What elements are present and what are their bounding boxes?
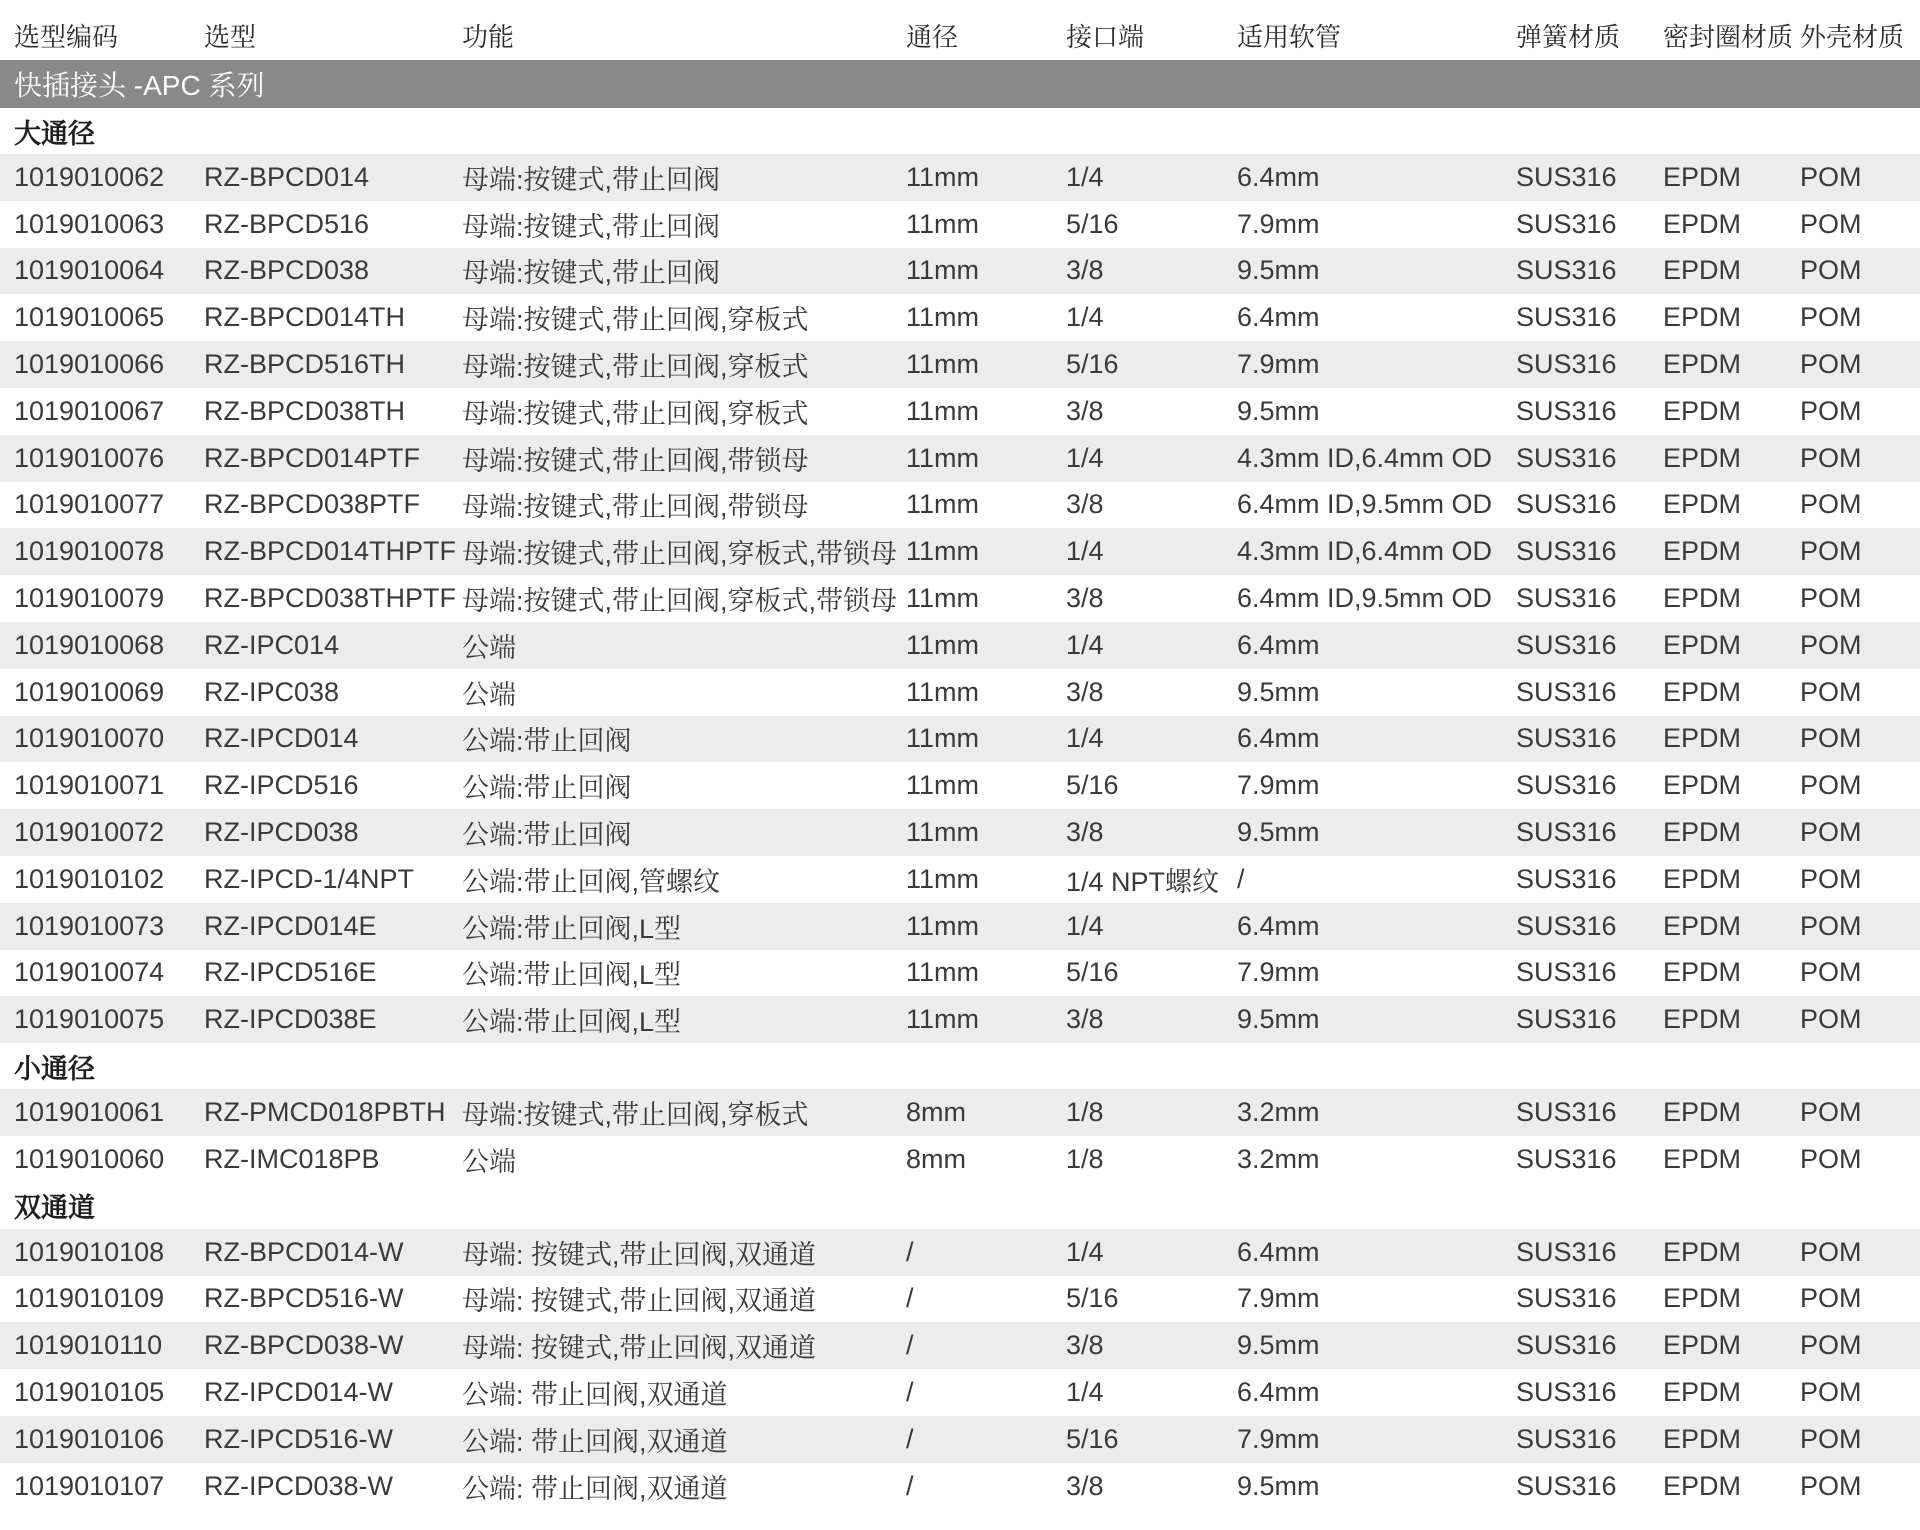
cell-model: RZ-BPCD014-W bbox=[204, 1236, 404, 1267]
cell-code: 1019010064 bbox=[14, 255, 165, 286]
cell-model: RZ-IPC014 bbox=[204, 629, 340, 660]
cell-shell: POM bbox=[1800, 770, 1862, 801]
cell-bore: 11mm bbox=[906, 302, 980, 333]
cell-model: RZ-BPCD038-W bbox=[204, 1330, 404, 1361]
cell-bore: 11mm bbox=[906, 957, 980, 988]
cell-function: 母端:按键式,带止回阀,穿板式 bbox=[462, 305, 809, 336]
cell-bore: 11mm bbox=[906, 489, 980, 520]
cell-bore: 11mm bbox=[906, 208, 980, 239]
cell-seal: EPDM bbox=[1663, 161, 1742, 192]
table-row bbox=[0, 248, 1920, 295]
cell-spring: SUS316 bbox=[1516, 1423, 1617, 1454]
header-port: 接口端 bbox=[1066, 22, 1145, 52]
cell-port: 5/16 bbox=[1066, 208, 1119, 239]
cell-function: 母端:按键式,带止回阀,穿板式 bbox=[462, 352, 809, 383]
cell-shell: POM bbox=[1800, 817, 1862, 848]
cell-code: 1019010061 bbox=[14, 1097, 165, 1128]
cell-hose: 9.5mm bbox=[1237, 1004, 1320, 1035]
cell-bore: 11mm bbox=[906, 583, 980, 614]
cell-spring: SUS316 bbox=[1516, 910, 1617, 941]
cell-seal: EPDM bbox=[1663, 442, 1742, 473]
cell-spring: SUS316 bbox=[1516, 676, 1617, 707]
cell-hose: 6.4mm ID,9.5mm OD bbox=[1237, 489, 1493, 520]
cell-shell: POM bbox=[1800, 395, 1862, 426]
cell-shell: POM bbox=[1800, 255, 1862, 286]
cell-code: 1019010074 bbox=[14, 957, 165, 988]
cell-function: 公端: 带止回阀,双通道 bbox=[462, 1380, 728, 1411]
cell-hose: 3.2mm bbox=[1237, 1097, 1320, 1128]
cell-port: 1/4 NPT螺纹 bbox=[1066, 866, 1220, 897]
cell-seal: EPDM bbox=[1663, 629, 1742, 660]
cell-seal: EPDM bbox=[1663, 863, 1742, 894]
cell-seal: EPDM bbox=[1663, 676, 1742, 707]
cell-code: 1019010077 bbox=[14, 489, 165, 520]
cell-hose: 7.9mm bbox=[1237, 957, 1320, 988]
cell-spring: SUS316 bbox=[1516, 395, 1617, 426]
cell-port: 1/8 bbox=[1066, 1097, 1104, 1128]
cell-seal: EPDM bbox=[1663, 255, 1742, 286]
cell-model: RZ-IPC038 bbox=[204, 676, 340, 707]
cell-shell: POM bbox=[1800, 489, 1862, 520]
cell-bore: 11mm bbox=[906, 863, 980, 894]
table-row bbox=[0, 950, 1920, 997]
cell-model: RZ-IPCD516E bbox=[204, 957, 377, 988]
cell-function: 公端: 带止回阀,双通道 bbox=[462, 1426, 728, 1457]
cell-shell: POM bbox=[1800, 910, 1862, 941]
table-row bbox=[0, 856, 1920, 903]
cell-code: 1019010067 bbox=[14, 395, 165, 426]
cell-spring: SUS316 bbox=[1516, 817, 1617, 848]
cell-shell: POM bbox=[1800, 208, 1862, 239]
section-header bbox=[0, 1183, 1920, 1229]
cell-shell: POM bbox=[1800, 1236, 1862, 1267]
cell-model: RZ-BPCD014THPTF bbox=[204, 536, 457, 567]
section-title: 小通径 bbox=[14, 1053, 95, 1084]
header-hose: 适用软管 bbox=[1237, 22, 1342, 52]
cell-seal: EPDM bbox=[1663, 1377, 1742, 1408]
cell-code: 1019010069 bbox=[14, 676, 165, 707]
cell-function: 母端:按键式,带止回阀 bbox=[462, 164, 721, 195]
cell-hose: 9.5mm bbox=[1237, 255, 1320, 286]
table-row bbox=[0, 809, 1920, 856]
table-row bbox=[0, 622, 1920, 669]
table-row bbox=[0, 294, 1920, 341]
cell-hose: 7.9mm bbox=[1237, 349, 1320, 380]
cell-bore: / bbox=[906, 1423, 914, 1454]
cell-shell: POM bbox=[1800, 583, 1862, 614]
cell-code: 1019010076 bbox=[14, 442, 165, 473]
cell-bore: 11mm bbox=[906, 536, 980, 567]
cell-model: RZ-IPCD038 bbox=[204, 817, 359, 848]
cell-model: RZ-IPCD516 bbox=[204, 770, 359, 801]
cell-code: 1019010110 bbox=[14, 1330, 163, 1361]
table-header bbox=[0, 0, 1920, 60]
cell-shell: POM bbox=[1800, 1377, 1862, 1408]
cell-hose: 7.9mm bbox=[1237, 208, 1320, 239]
cell-seal: EPDM bbox=[1663, 349, 1742, 380]
cell-seal: EPDM bbox=[1663, 1470, 1742, 1501]
cell-shell: POM bbox=[1800, 349, 1862, 380]
table-row bbox=[0, 154, 1920, 201]
cell-seal: EPDM bbox=[1663, 817, 1742, 848]
cell-hose: 9.5mm bbox=[1237, 676, 1320, 707]
cell-spring: SUS316 bbox=[1516, 723, 1617, 754]
table-row bbox=[0, 341, 1920, 388]
table-row bbox=[0, 669, 1920, 716]
cell-port: 3/8 bbox=[1066, 1470, 1104, 1501]
cell-port: 5/16 bbox=[1066, 770, 1119, 801]
cell-hose: 6.4mm bbox=[1237, 910, 1320, 941]
table-row bbox=[0, 575, 1920, 622]
cell-bore: 11mm bbox=[906, 1004, 980, 1035]
cell-shell: POM bbox=[1800, 536, 1862, 567]
cell-shell: POM bbox=[1800, 1330, 1862, 1361]
cell-model: RZ-BPCD516-W bbox=[204, 1283, 404, 1314]
cell-spring: SUS316 bbox=[1516, 1283, 1617, 1314]
header-shell: 外壳材质 bbox=[1800, 22, 1905, 52]
cell-function: 公端: 带止回阀,双通道 bbox=[462, 1473, 728, 1504]
cell-bore: 11mm bbox=[906, 723, 980, 754]
table-row bbox=[0, 1276, 1920, 1323]
cell-port: 5/16 bbox=[1066, 1423, 1119, 1454]
cell-seal: EPDM bbox=[1663, 1283, 1742, 1314]
series-banner bbox=[0, 60, 1920, 108]
cell-spring: SUS316 bbox=[1516, 1470, 1617, 1501]
table-row bbox=[0, 528, 1920, 575]
cell-port: 3/8 bbox=[1066, 1330, 1104, 1361]
cell-hose: 6.4mm bbox=[1237, 723, 1320, 754]
cell-seal: EPDM bbox=[1663, 1143, 1742, 1174]
cell-bore: 11mm bbox=[906, 770, 980, 801]
cell-code: 1019010102 bbox=[14, 863, 165, 894]
cell-seal: EPDM bbox=[1663, 770, 1742, 801]
cell-function: 母端: 按键式,带止回阀,双通道 bbox=[462, 1333, 817, 1364]
cell-spring: SUS316 bbox=[1516, 349, 1617, 380]
cell-function: 公端:带止回阀 bbox=[462, 820, 632, 851]
cell-function: 公端:带止回阀,L型 bbox=[462, 1007, 682, 1038]
cell-bore: / bbox=[906, 1283, 914, 1314]
cell-model: RZ-BPCD038 bbox=[204, 255, 370, 286]
cell-model: RZ-IMC018PB bbox=[204, 1143, 380, 1174]
cell-function: 公端:带止回阀 bbox=[462, 773, 632, 804]
cell-code: 1019010109 bbox=[14, 1283, 165, 1314]
cell-seal: EPDM bbox=[1663, 910, 1742, 941]
cell-shell: POM bbox=[1800, 863, 1862, 894]
cell-code: 1019010075 bbox=[14, 1004, 165, 1035]
cell-shell: POM bbox=[1800, 1470, 1862, 1501]
cell-function: 公端 bbox=[462, 632, 516, 663]
cell-port: 5/16 bbox=[1066, 349, 1119, 380]
cell-code: 1019010070 bbox=[14, 723, 165, 754]
cell-model: RZ-BPCD516 bbox=[204, 208, 370, 239]
cell-spring: SUS316 bbox=[1516, 629, 1617, 660]
cell-seal: EPDM bbox=[1663, 1330, 1742, 1361]
cell-spring: SUS316 bbox=[1516, 255, 1617, 286]
cell-spring: SUS316 bbox=[1516, 863, 1617, 894]
cell-function: 母端:按键式,带止回阀,带锁母 bbox=[462, 445, 809, 476]
cell-function: 公端:带止回阀 bbox=[462, 726, 632, 757]
cell-code: 1019010105 bbox=[14, 1377, 165, 1408]
cell-seal: EPDM bbox=[1663, 957, 1742, 988]
cell-model: RZ-BPCD038TH bbox=[204, 395, 406, 426]
header-bore: 通径 bbox=[906, 22, 959, 52]
cell-seal: EPDM bbox=[1663, 208, 1742, 239]
cell-code: 1019010066 bbox=[14, 349, 165, 380]
cell-model: RZ-IPCD-1/4NPT bbox=[204, 863, 415, 894]
cell-spring: SUS316 bbox=[1516, 1377, 1617, 1408]
cell-bore: 8mm bbox=[906, 1143, 966, 1174]
cell-model: RZ-IPCD014-W bbox=[204, 1377, 394, 1408]
cell-function: 公端:带止回阀,管螺纹 bbox=[462, 866, 721, 897]
cell-spring: SUS316 bbox=[1516, 1004, 1617, 1035]
cell-code: 1019010072 bbox=[14, 817, 165, 848]
series-title: 快插接头 -APC 系列 bbox=[14, 70, 265, 101]
cell-bore: / bbox=[906, 1470, 914, 1501]
cell-port: 5/16 bbox=[1066, 957, 1119, 988]
cell-function: 公端 bbox=[462, 1146, 516, 1177]
table-row bbox=[0, 903, 1920, 950]
cell-hose: 9.5mm bbox=[1237, 817, 1320, 848]
cell-port: 3/8 bbox=[1066, 255, 1104, 286]
table-row bbox=[0, 1416, 1920, 1463]
cell-function: 母端:按键式,带止回阀 bbox=[462, 258, 721, 289]
table-row bbox=[0, 201, 1920, 248]
header-seal: 密封圈材质 bbox=[1663, 22, 1794, 52]
cell-port: 1/4 bbox=[1066, 161, 1104, 192]
table-row bbox=[0, 996, 1920, 1043]
table-row bbox=[0, 1136, 1920, 1183]
table-row bbox=[0, 435, 1920, 482]
cell-port: 3/8 bbox=[1066, 1004, 1104, 1035]
cell-port: 1/8 bbox=[1066, 1143, 1104, 1174]
cell-bore: 11mm bbox=[906, 395, 980, 426]
cell-shell: POM bbox=[1800, 161, 1862, 192]
cell-port: 1/4 bbox=[1066, 629, 1104, 660]
cell-spring: SUS316 bbox=[1516, 1330, 1617, 1361]
section-rows bbox=[0, 1229, 1920, 1510]
cell-hose: 4.3mm ID,6.4mm OD bbox=[1237, 536, 1493, 567]
cell-shell: POM bbox=[1800, 1004, 1862, 1035]
cell-code: 1019010068 bbox=[14, 629, 165, 660]
cell-port: 1/4 bbox=[1066, 1236, 1104, 1267]
table-row bbox=[0, 716, 1920, 763]
section-rows bbox=[0, 154, 1920, 1043]
cell-shell: POM bbox=[1800, 957, 1862, 988]
cell-port: 5/16 bbox=[1066, 1283, 1119, 1314]
table-row bbox=[0, 1463, 1920, 1510]
cell-port: 3/8 bbox=[1066, 395, 1104, 426]
cell-code: 1019010078 bbox=[14, 536, 165, 567]
cell-spring: SUS316 bbox=[1516, 770, 1617, 801]
cell-function: 母端: 按键式,带止回阀,双通道 bbox=[462, 1239, 817, 1270]
cell-seal: EPDM bbox=[1663, 1236, 1742, 1267]
cell-port: 3/8 bbox=[1066, 489, 1104, 520]
cell-model: RZ-PMCD018PBTH bbox=[204, 1097, 446, 1128]
cell-seal: EPDM bbox=[1663, 1423, 1742, 1454]
cell-code: 1019010065 bbox=[14, 302, 165, 333]
cell-seal: EPDM bbox=[1663, 1097, 1742, 1128]
cell-port: 1/4 bbox=[1066, 723, 1104, 754]
cell-hose: 6.4mm bbox=[1237, 161, 1320, 192]
cell-model: RZ-IPCD038-W bbox=[204, 1470, 394, 1501]
cell-spring: SUS316 bbox=[1516, 1236, 1617, 1267]
section-title: 大通径 bbox=[14, 118, 95, 149]
cell-function: 公端 bbox=[462, 679, 516, 710]
cell-spring: SUS316 bbox=[1516, 489, 1617, 520]
cell-hose: 9.5mm bbox=[1237, 1330, 1320, 1361]
cell-code: 1019010063 bbox=[14, 208, 165, 239]
header-function: 功能 bbox=[462, 22, 515, 52]
cell-model: RZ-IPCD014E bbox=[204, 910, 377, 941]
cell-code: 1019010108 bbox=[14, 1236, 165, 1267]
cell-spring: SUS316 bbox=[1516, 442, 1617, 473]
header-model: 选型 bbox=[204, 22, 257, 52]
cell-bore: / bbox=[906, 1377, 914, 1408]
cell-seal: EPDM bbox=[1663, 1004, 1742, 1035]
cell-spring: SUS316 bbox=[1516, 302, 1617, 333]
cell-seal: EPDM bbox=[1663, 302, 1742, 333]
cell-hose: 7.9mm bbox=[1237, 770, 1320, 801]
cell-hose: 9.5mm bbox=[1237, 1470, 1320, 1501]
cell-shell: POM bbox=[1800, 1097, 1862, 1128]
cell-model: RZ-BPCD516TH bbox=[204, 349, 406, 380]
cell-seal: EPDM bbox=[1663, 723, 1742, 754]
cell-shell: POM bbox=[1800, 302, 1862, 333]
cell-code: 1019010060 bbox=[14, 1143, 165, 1174]
cell-bore: 11mm bbox=[906, 442, 980, 473]
cell-bore: 11mm bbox=[906, 161, 980, 192]
cell-bore: / bbox=[906, 1330, 914, 1361]
cell-shell: POM bbox=[1800, 1283, 1862, 1314]
cell-hose: 4.3mm ID,6.4mm OD bbox=[1237, 442, 1493, 473]
header-spring: 弹簧材质 bbox=[1516, 22, 1621, 52]
cell-port: 1/4 bbox=[1066, 910, 1104, 941]
cell-port: 1/4 bbox=[1066, 442, 1104, 473]
cell-spring: SUS316 bbox=[1516, 957, 1617, 988]
cell-bore: 11mm bbox=[906, 676, 980, 707]
cell-model: RZ-IPCD038E bbox=[204, 1004, 377, 1035]
cell-function: 母端: 按键式,带止回阀,双通道 bbox=[462, 1286, 817, 1317]
cell-bore: 11mm bbox=[906, 349, 980, 380]
cell-hose: 6.4mm bbox=[1237, 302, 1320, 333]
cell-bore: 11mm bbox=[906, 817, 980, 848]
cell-shell: POM bbox=[1800, 1143, 1862, 1174]
cell-function: 母端:按键式,带止回阀,穿板式,带锁母 bbox=[462, 586, 898, 617]
cell-hose: 6.4mm bbox=[1237, 1377, 1320, 1408]
section-header bbox=[0, 1043, 1920, 1089]
table-row bbox=[0, 1229, 1920, 1276]
cell-hose: 3.2mm bbox=[1237, 1143, 1320, 1174]
cell-bore: / bbox=[906, 1236, 914, 1267]
cell-spring: SUS316 bbox=[1516, 536, 1617, 567]
cell-model: RZ-IPCD516-W bbox=[204, 1423, 394, 1454]
cell-model: RZ-BPCD014 bbox=[204, 161, 370, 192]
cell-bore: 11mm bbox=[906, 910, 980, 941]
table-row bbox=[0, 1089, 1920, 1136]
cell-port: 1/4 bbox=[1066, 1377, 1104, 1408]
cell-port: 1/4 bbox=[1066, 302, 1104, 333]
cell-bore: 8mm bbox=[906, 1097, 966, 1128]
cell-function: 公端:带止回阀,L型 bbox=[462, 960, 682, 991]
section-header bbox=[0, 108, 1920, 154]
cell-hose: 6.4mm ID,9.5mm OD bbox=[1237, 583, 1493, 614]
cell-port: 3/8 bbox=[1066, 676, 1104, 707]
cell-model: RZ-BPCD014TH bbox=[204, 302, 406, 333]
cell-seal: EPDM bbox=[1663, 536, 1742, 567]
cell-seal: EPDM bbox=[1663, 395, 1742, 426]
cell-port: 3/8 bbox=[1066, 583, 1104, 614]
cell-spring: SUS316 bbox=[1516, 1143, 1617, 1174]
cell-shell: POM bbox=[1800, 676, 1862, 707]
cell-code: 1019010073 bbox=[14, 910, 165, 941]
cell-seal: EPDM bbox=[1663, 489, 1742, 520]
cell-model: RZ-IPCD014 bbox=[204, 723, 359, 754]
cell-function: 公端:带止回阀,L型 bbox=[462, 913, 682, 944]
cell-function: 母端:按键式,带止回阀,带锁母 bbox=[462, 492, 809, 523]
cell-bore: 11mm bbox=[906, 255, 980, 286]
cell-model: RZ-BPCD038THPTF bbox=[204, 583, 457, 614]
cell-function: 母端:按键式,带止回阀,穿板式 bbox=[462, 398, 809, 429]
table-row bbox=[0, 1322, 1920, 1369]
table-row bbox=[0, 482, 1920, 529]
cell-hose: 7.9mm bbox=[1237, 1283, 1320, 1314]
cell-code: 1019010107 bbox=[14, 1470, 165, 1501]
cell-spring: SUS316 bbox=[1516, 161, 1617, 192]
cell-function: 母端:按键式,带止回阀,穿板式 bbox=[462, 1100, 809, 1131]
cell-model: RZ-BPCD038PTF bbox=[204, 489, 421, 520]
cell-port: 3/8 bbox=[1066, 817, 1104, 848]
cell-model: RZ-BPCD014PTF bbox=[204, 442, 421, 473]
cell-function: 母端:按键式,带止回阀 bbox=[462, 211, 721, 242]
cell-hose: 7.9mm bbox=[1237, 1423, 1320, 1454]
section-rows bbox=[0, 1089, 1920, 1183]
cell-code: 1019010106 bbox=[14, 1423, 165, 1454]
table-row bbox=[0, 388, 1920, 435]
cell-code: 1019010062 bbox=[14, 161, 165, 192]
cell-port: 1/4 bbox=[1066, 536, 1104, 567]
cell-shell: POM bbox=[1800, 629, 1862, 660]
cell-hose: 9.5mm bbox=[1237, 395, 1320, 426]
cell-seal: EPDM bbox=[1663, 583, 1742, 614]
cell-spring: SUS316 bbox=[1516, 1097, 1617, 1128]
section-title: 双通道 bbox=[14, 1193, 95, 1224]
table-body bbox=[0, 108, 1920, 1510]
cell-hose: 6.4mm bbox=[1237, 1236, 1320, 1267]
cell-hose: / bbox=[1237, 863, 1245, 894]
cell-shell: POM bbox=[1800, 723, 1862, 754]
cell-shell: POM bbox=[1800, 1423, 1862, 1454]
cell-code: 1019010071 bbox=[14, 770, 165, 801]
cell-spring: SUS316 bbox=[1516, 583, 1617, 614]
cell-spring: SUS316 bbox=[1516, 208, 1617, 239]
cell-bore: 11mm bbox=[906, 629, 980, 660]
table-row bbox=[0, 1369, 1920, 1416]
header-code: 选型编码 bbox=[14, 22, 119, 52]
cell-hose: 6.4mm bbox=[1237, 629, 1320, 660]
cell-shell: POM bbox=[1800, 442, 1862, 473]
cell-function: 母端:按键式,带止回阀,穿板式,带锁母 bbox=[462, 539, 898, 570]
cell-code: 1019010079 bbox=[14, 583, 165, 614]
table-row bbox=[0, 762, 1920, 809]
